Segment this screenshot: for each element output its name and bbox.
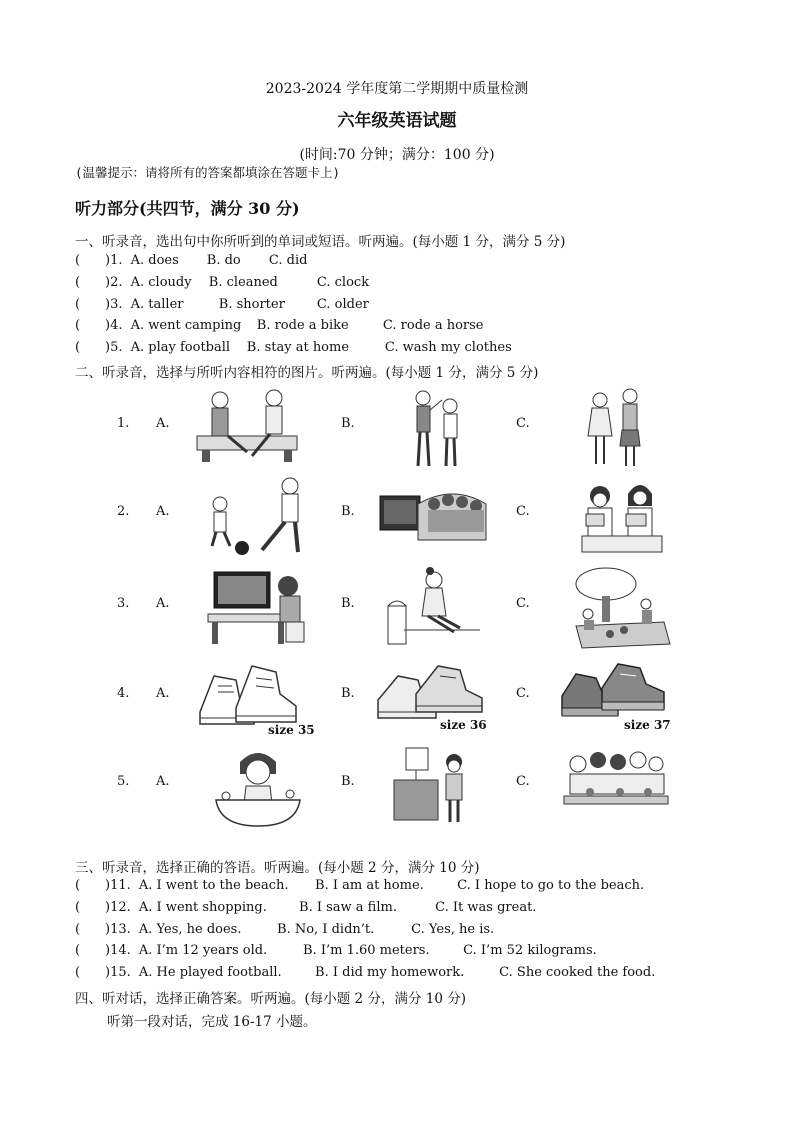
- option-b: B. I am at home.: [315, 878, 424, 893]
- question-row: [75, 878, 644, 893]
- group-eating-icon: [560, 744, 670, 828]
- question-number: )4.: [105, 318, 123, 333]
- size-label: size 37: [624, 718, 671, 732]
- children-reading-icon: [574, 474, 684, 558]
- option-b-label[interactable]: B.: [341, 596, 355, 611]
- question-row: [75, 297, 369, 312]
- option-b: B. I’m 1.60 meters.: [303, 943, 430, 958]
- option-b: B. stay at home: [246, 340, 350, 355]
- option-b-label[interactable]: B.: [341, 774, 355, 789]
- question-number: )13.: [105, 922, 131, 937]
- two-girls-standing-icon: [568, 386, 678, 470]
- option-a-label[interactable]: A.: [156, 504, 170, 519]
- section2-title: 二、听录音，选择与所听内容相符的图片。听两遍。(每小题 1 分，满分 5 分): [75, 365, 539, 381]
- option-c-label[interactable]: C.: [516, 416, 530, 431]
- section3-title: 三、听录音，选择正确的答语。听两遍。(每小题 2 分，满分 10 分): [75, 860, 480, 876]
- answer-bracket[interactable]: (: [75, 965, 81, 980]
- two-boys-measuring-icon: [388, 386, 498, 470]
- picture-question-row: [0, 474, 794, 560]
- option-a-label[interactable]: A.: [156, 774, 170, 789]
- question-row: [75, 965, 655, 980]
- option-c: C. She cooked the food.: [499, 965, 656, 980]
- section4-title: 四、听对话，选择正确答案。听两遍。(每小题 2 分，满分 10 分): [75, 991, 466, 1007]
- answer-bracket[interactable]: (: [75, 900, 81, 915]
- option-b-label[interactable]: B.: [341, 416, 355, 431]
- option-b: B. No, I didn’t.: [277, 922, 375, 937]
- option-b-label[interactable]: B.: [341, 504, 355, 519]
- question-row: [75, 340, 512, 355]
- option-c: C. It was great.: [435, 900, 537, 915]
- option-c: C. rode a horse: [382, 318, 484, 333]
- question-row: [75, 275, 369, 290]
- question-number: )14.: [105, 943, 131, 958]
- boy-at-sink-icon: [386, 744, 496, 828]
- option-b: B. do: [206, 253, 241, 268]
- option-c: C. clock: [316, 275, 370, 290]
- family-watching-tv-icon: [378, 474, 488, 558]
- picture-question-row: [0, 656, 794, 742]
- option-c-label[interactable]: C.: [516, 686, 530, 701]
- question-number: )3.: [105, 297, 123, 312]
- option-a-label[interactable]: A.: [156, 416, 170, 431]
- answer-bracket[interactable]: (: [75, 275, 81, 290]
- option-a: A. I went to the beach.: [138, 878, 289, 893]
- question-row: [75, 943, 597, 958]
- question-number: )5.: [105, 340, 123, 355]
- page-title: 六年级英语试题: [337, 111, 457, 131]
- answer-bracket[interactable]: (: [75, 878, 81, 893]
- listening-part-heading: 听力部分(共四节，满分 30 分): [75, 199, 300, 218]
- option-a: A. I went shopping.: [138, 900, 267, 915]
- answer-bracket[interactable]: (: [75, 340, 81, 355]
- option-a-label[interactable]: A.: [156, 686, 170, 701]
- size-label: size 35: [268, 723, 315, 737]
- exam-time-score: (时间:70 分钟；满分：100 分): [299, 147, 495, 163]
- option-c: C. Yes, he is.: [411, 922, 495, 937]
- option-a: A. cloudy: [130, 275, 192, 290]
- option-c: C. I hope to go to the beach.: [457, 878, 645, 893]
- section1-title: 一、听录音，选出句中你所听到的单词或短语。听两遍。(每小题 1 分，满分 5 分): [75, 234, 566, 250]
- option-b: B. rode a bike: [256, 318, 349, 333]
- option-b: B. cleaned: [208, 275, 278, 290]
- picture-question-row: [0, 744, 794, 830]
- two-boys-bench-icon: [192, 386, 302, 470]
- question-number: )11.: [105, 878, 131, 893]
- question-number: 3.: [117, 596, 130, 611]
- option-c: C. did: [268, 253, 308, 268]
- exam-header-title: 2023-2024 学年度第二学期期中质量检测: [265, 81, 529, 97]
- picnic-under-tree-icon: [568, 566, 678, 650]
- answer-bracket[interactable]: (: [75, 943, 81, 958]
- question-number: )15.: [105, 965, 131, 980]
- option-b-label[interactable]: B.: [341, 686, 355, 701]
- boy-at-computer-icon: [206, 566, 316, 650]
- option-a: A. Yes, he does.: [138, 922, 242, 937]
- girl-sitting-bed-icon: [384, 566, 494, 650]
- girl-in-bath-icon: [206, 744, 316, 828]
- option-c-label[interactable]: C.: [516, 774, 530, 789]
- question-number: 2.: [117, 504, 130, 519]
- answer-bracket[interactable]: (: [75, 297, 81, 312]
- option-c: C. wash my clothes: [384, 340, 512, 355]
- question-row: [75, 922, 494, 937]
- option-a: A. taller: [130, 297, 184, 312]
- picture-question-row: [0, 386, 794, 472]
- option-c-label[interactable]: C.: [516, 504, 530, 519]
- option-a-label[interactable]: A.: [156, 596, 170, 611]
- question-number: 5.: [117, 774, 130, 789]
- question-row: [75, 253, 307, 268]
- option-a: A. went camping: [130, 318, 242, 333]
- section4-instruction: 听第一段对话，完成 16-17 小题。: [107, 1014, 317, 1030]
- answer-bracket[interactable]: (: [75, 922, 81, 937]
- option-c: C. I’m 52 kilograms.: [463, 943, 597, 958]
- size-label: size 36: [440, 718, 487, 732]
- option-c-label[interactable]: C.: [516, 596, 530, 611]
- answer-bracket[interactable]: (: [75, 318, 81, 333]
- question-row: [75, 900, 536, 915]
- question-number: 4.: [117, 686, 130, 701]
- option-a: A. play football: [130, 340, 231, 355]
- question-row: [75, 318, 484, 333]
- question-number: )1.: [105, 253, 123, 268]
- question-number: 1.: [117, 416, 130, 431]
- exam-tip: (温馨提示：请将所有的答案都填涂在答题卡上): [75, 165, 341, 180]
- option-b: B. shorter: [218, 297, 285, 312]
- question-number: )2.: [105, 275, 123, 290]
- option-a: A. I’m 12 years old.: [138, 943, 268, 958]
- picture-question-row: [0, 566, 794, 652]
- kids-playing-football-icon: [200, 474, 310, 558]
- answer-bracket[interactable]: (: [75, 253, 81, 268]
- option-c: C. older: [316, 297, 369, 312]
- option-b: B. I did my homework.: [315, 965, 465, 980]
- question-number: )12.: [105, 900, 131, 915]
- option-b: B. I saw a film.: [299, 900, 397, 915]
- option-a: A. does: [130, 253, 179, 268]
- option-a: A. He played football.: [138, 965, 282, 980]
